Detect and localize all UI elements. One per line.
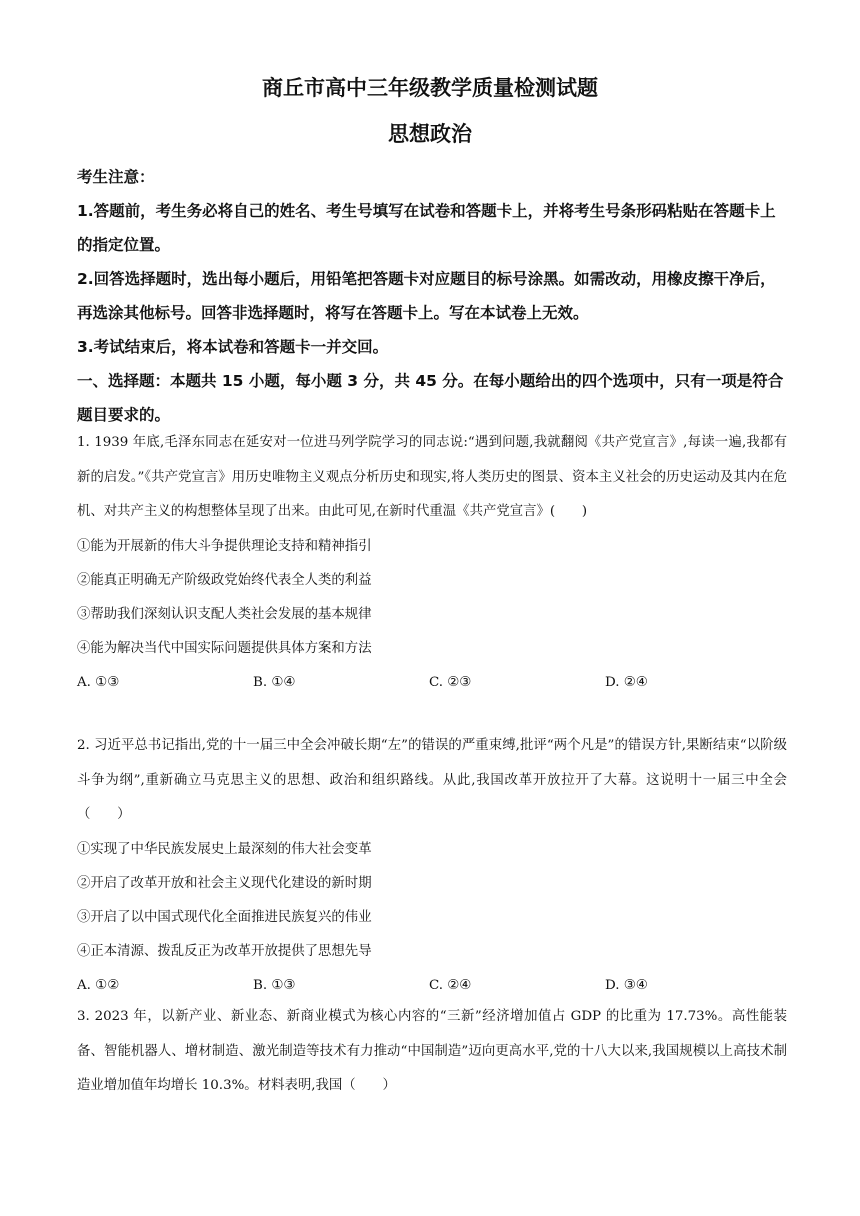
- question-option: ②能真正明确无产阶级政党始终代表全人类的利益: [77, 572, 372, 588]
- choice-b: B. ①④: [253, 674, 296, 690]
- section-heading: 一、选择题：本题共 15 小题，每小题 3 分，共 45 分。在每小题给出的四个选项中，只有一项是符合题目要求的。: [77, 372, 784, 424]
- question-option: ④能为解决当代中国实际问题提供具体方案和方法: [77, 640, 372, 656]
- question-option: ①能为开展新的伟大斗争提供理论支持和精神指引: [77, 538, 372, 554]
- choice-a: A. ①②: [77, 977, 120, 993]
- question-stem: 1. 1939 年底,毛泽东同志在延安对一位进马列学院学习的同志说:“遇到问题,我就翻阅《共产党宣言》,每读一遍,我都有新的启发。”《共产党宣言》用历史唯物主义观点分析历史和现实,将人类历史的图景、资本主义社会的历史运动及其内在危机、对共产主义的构想整体呈现了出来。由此可见,在新时代重温《共产党宣言》( ): [77, 435, 787, 519]
- question-option: ③开启了以中国式现代化全面推进民族复兴的伟业: [77, 909, 372, 925]
- choice-d: D. ②④: [605, 674, 648, 690]
- question-3: [77, 1000, 787, 1104]
- subject-title: 思想政治: [388, 122, 472, 146]
- choice-b: B. ①③: [253, 977, 296, 993]
- question-2: [77, 729, 787, 1003]
- notice-item: 1.答题前，考生务必将自己的姓名、考生号填写在试卷和答题卡上，并将考生号条形码粘贴在答题卡上的指定位置。: [77, 202, 776, 254]
- choice-a: A. ①③: [77, 674, 120, 690]
- notice-item: 2.回答选择题时，选出每小题后，用铅笔把答题卡对应题目的标号涂黑。如需改动，用橡皮擦干净后，再选涂其他标号。回答非选择题时，将写在答题卡上。写在本试卷上无效。: [77, 270, 776, 322]
- answer-choices: [77, 969, 787, 1003]
- question-option: ②开启了改革开放和社会主义现代化建设的新时期: [77, 875, 372, 891]
- choice-c: C. ②③: [429, 674, 472, 690]
- answer-choices: [77, 666, 787, 700]
- exam-notice: [77, 160, 787, 432]
- question-option: ①实现了中华民族发展史上最深刻的伟大社会变革: [77, 841, 372, 857]
- choice-d: D. ③④: [605, 977, 648, 993]
- question-option: ③帮助我们深刻认识支配人类社会发展的基本规律: [77, 606, 372, 622]
- question-stem: 2. 习近平总书记指出,党的十一届三中全会冲破长期“左”的错误的严重束缚,批评“两个凡是”的错误方针,果断结束“以阶级斗争为纲”,重新确立马克思主义的思想、政治和组织路线。从此,我国改革开放拉开了大幕。这说明十一届三中全会（ ）: [77, 738, 787, 822]
- question-1: [77, 426, 787, 700]
- question-option: ④正本清源、拨乱反正为改革开放提供了思想先导: [77, 943, 372, 959]
- choice-c: C. ②④: [429, 977, 472, 993]
- notice-item: 3.考试结束后，将本试卷和答题卡一并交回。: [77, 338, 389, 356]
- notice-heading: 考生注意：: [77, 168, 155, 186]
- exam-title: 商丘市高中三年级教学质量检测试题: [262, 76, 598, 100]
- question-stem: 3. 2023 年，以新产业、新业态、新商业模式为核心内容的“三新”经济增加值占 GDP 的比重为 17.73%。高性能装备、智能机器人、增材制造、激光制造等技术有力推动“中国制造”迈向更高水平,党的十八大以来,我国规模以上高技术制造业增加值年均增长 10.3%。材料表明,我国（ ）: [77, 1009, 787, 1093]
